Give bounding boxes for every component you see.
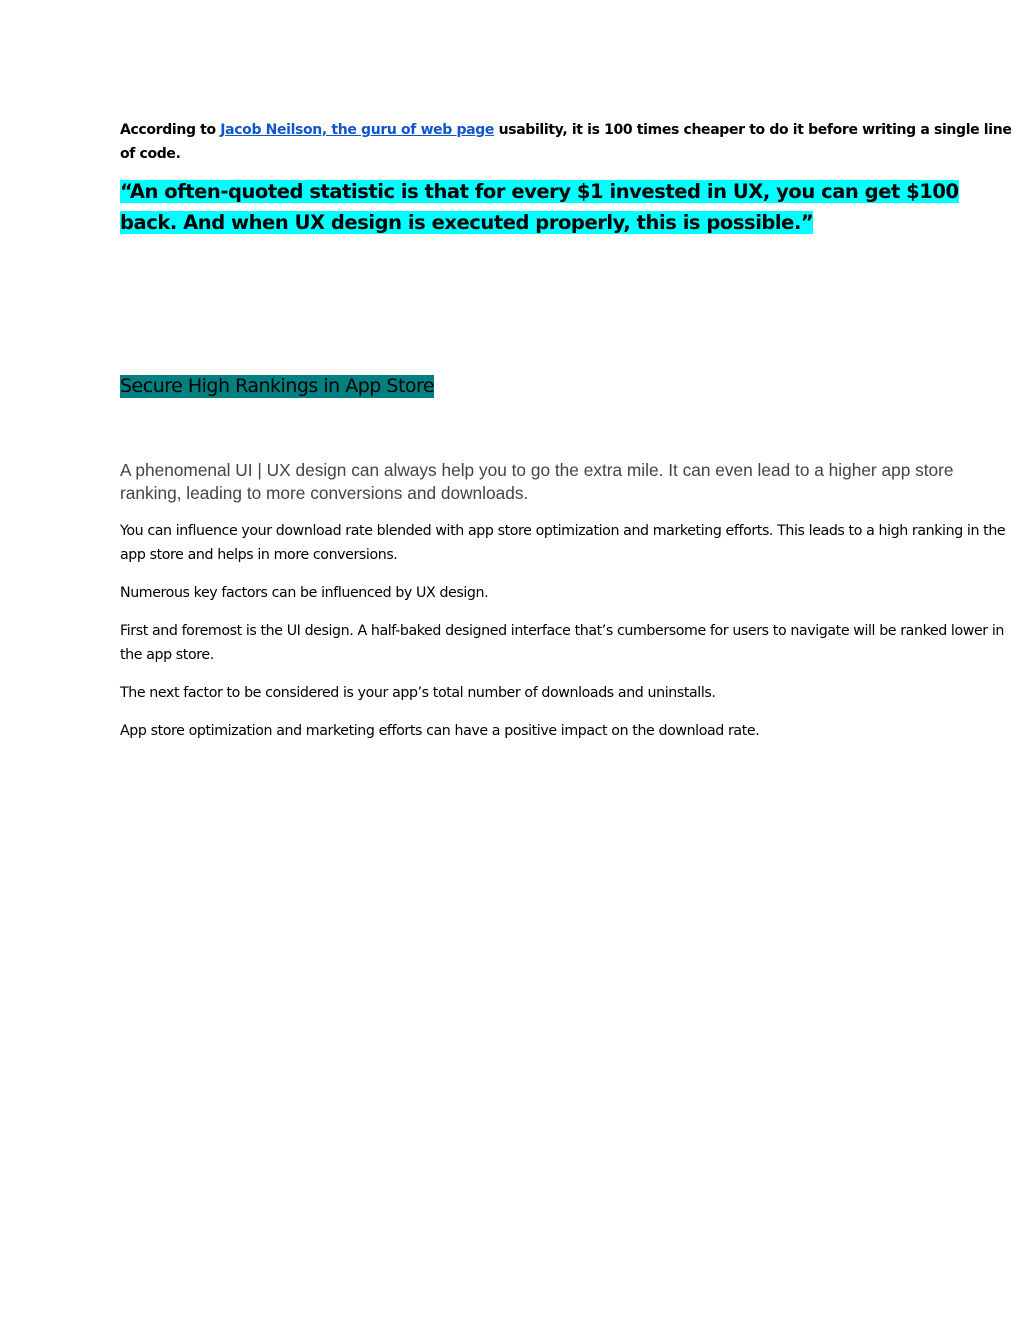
quote-text: “An often-quoted statistic is that for every $1 invested in UX, you can get $100 back. And when UX design is executed properly, this is possible.” (120, 180, 959, 234)
highlighted-quote (120, 176, 1012, 238)
body-paragraph-5: App store optimization and marketing efforts can have a positive impact on the download rate. (120, 723, 760, 739)
body-paragraph-4: The next factor to be considered is your app’s total number of downloads and uninstalls. (120, 685, 716, 701)
body-paragraph-2: Numerous key factors can be influenced by UX design. (120, 585, 489, 601)
intro-suffix: usability, it is 100 times cheaper to do it before writing a single line of code. (120, 122, 1012, 162)
intro-prefix: According to (120, 122, 221, 138)
lead-paragraph: A phenomenal UI | UX design can always help you to go the extra mile. It can even lead to a higher app store ranking, leading to more conversions and downloads. (120, 460, 954, 503)
section-heading (120, 372, 1012, 401)
jacob-neilson-link[interactable]: Jacob Neilson, the guru of web page (220, 122, 495, 138)
body-paragraph-1: You can influence your download rate blended with app store optimization and marketing efforts. This leads to a high ranking in the app store and helps in more conversions. (120, 523, 1006, 563)
intro-paragraph (120, 118, 1012, 166)
section-heading-text: Secure High Rankings in App Store (120, 375, 435, 397)
document-page (120, 118, 1012, 743)
body-paragraph-3: First and foremost is the UI design. A half-baked designed interface that’s cumbersome for users to navigate will be ranked lower in the app store. (120, 623, 1004, 663)
